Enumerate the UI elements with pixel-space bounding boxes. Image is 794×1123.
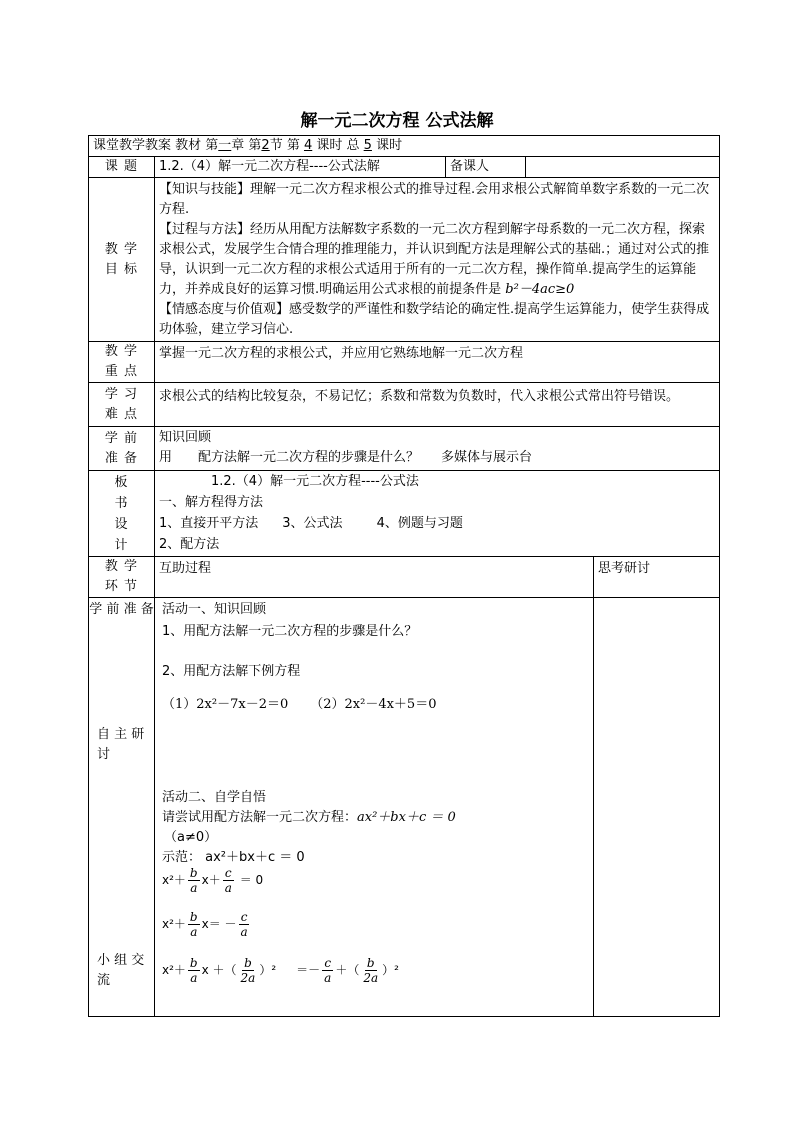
derivation-step-3: x²＋ $\frac{b}{a}$ x ＋（ $\frac{b}{2a}$ ）² ＝－ $\frac{c}{a}$ ＋（ $\frac{b}{2a}$ ）² xyxy=(162,956,399,985)
process-header-row xyxy=(89,557,720,598)
objective-knowledge: 【知识与技能】理解一元二次方程求根公式的推导过程.会用求根公式解简单数字系数的一元二次方程. xyxy=(159,182,710,217)
page-title: 解一元二次方程 公式法解 xyxy=(300,111,494,131)
derivation-step-1: x²＋ $\frac{b}{a}$ x＋ $\frac{c}{a}$ ＝ 0 xyxy=(162,866,264,895)
process-stage-label: 教 学 环 节 xyxy=(89,557,155,598)
objective-attitude: 【情感态度与价值观】感受数学的严谨性和数学结论的确定性.提高学生运算能力，使学生获得成功体验，建立学习信心. xyxy=(159,302,710,337)
preparation-content: 知识回顾 用 配方法解一元二次方程的步骤是什么？ 多媒体与展示台 xyxy=(155,427,720,471)
topic-label: 课 题 xyxy=(89,157,155,178)
question-one: 1、用配方法解一元二次方程的步骤是什么？ xyxy=(162,624,418,639)
board-label: 板 书 设 计 xyxy=(89,471,155,557)
difficulties-label: 学 习 难 点 xyxy=(89,383,155,427)
board-row xyxy=(89,471,720,557)
topic-value: 1.2.（4）解一元二次方程----公式法解 xyxy=(155,157,446,178)
objectives-label: 教 学 目 标 xyxy=(89,178,155,342)
key-points-text: 掌握一元二次方程的求根公式，并应用它熟练地解一元二次方程 xyxy=(155,342,720,383)
section-number: 2 xyxy=(261,138,270,153)
chapter-number: 一 xyxy=(218,138,232,153)
preparer-label: 备课人 xyxy=(446,157,526,178)
objectives-row xyxy=(89,178,720,342)
try-instruction: 请尝试用配方法解一元二次方程：ax²＋bx＋c ＝ 0 xyxy=(162,810,456,825)
process-stage-column: 学 前 准 备 自 主 研 讨 小 组 交 流 xyxy=(89,598,155,1017)
key-points-row xyxy=(89,342,720,383)
preparation-label: 学 前 准 备 xyxy=(89,427,155,471)
reflection-column xyxy=(594,598,720,1017)
derivation-step-2: x²＋ $\frac{b}{a}$ x＝ － $\frac{c}{a}$ xyxy=(162,910,248,939)
lesson-plan-table xyxy=(88,135,720,1017)
nonzero-condition: （a≠0） xyxy=(164,830,218,845)
difficulties-text: 求根公式的结构比较复杂，不易记忆；系数和常数为负数时，代入求根公式常出符号错误。 xyxy=(155,383,720,427)
reflection-column-header: 思考研讨 xyxy=(594,557,720,598)
lesson-header: 课堂教学教案 教材 第一章 第2节 第 4 课时 总 5 课时 xyxy=(89,136,720,157)
demo-equation: 示范： ax²＋bx＋c ＝ 0 xyxy=(162,850,305,865)
activity-two-title: 活动二、自学自悟 xyxy=(162,790,267,805)
header-row xyxy=(89,136,720,157)
key-points-label: 教 学 重 点 xyxy=(89,342,155,383)
difficulties-row xyxy=(89,383,720,427)
practice-equations: （1）2x²－7x－2＝0 （2）2x²－4x＋5＝0 xyxy=(162,697,437,712)
question-two: 2、用配方法解下例方程 xyxy=(162,664,301,679)
preparer-value xyxy=(526,157,720,178)
period-number: 4 xyxy=(303,138,313,153)
objectives-content xyxy=(155,178,720,342)
topic-row xyxy=(89,157,720,178)
process-body-row xyxy=(89,598,720,1017)
activity-one-title: 活动一、知识回顾 xyxy=(162,602,267,617)
board-content: 1.2.（4）解一元二次方程----公式法 一、解方程得方法 1、直接开平方法 3、公式法 4、例题与习题 2、配方法 xyxy=(155,471,720,557)
total-periods: 5 xyxy=(363,138,372,153)
process-column-header: 互助过程 xyxy=(155,557,594,598)
preparation-row xyxy=(89,427,720,471)
objective-process: 【过程与方法】经历从用配方法解数字系数的一元二次方程到解字母系数的一元二次方程，探索求根公式，发展学生合情合理的推理能力，并认识到配方法是理解公式的基础.；通过对公式的推导，认识到一元二次方程的求根公式适用于所有的一元二次方程，操作简单.提高学生的运算能力，并养成良好的运算习惯.明确运用公式求根的前提条件是 b²－4ac≥0 xyxy=(159,222,710,297)
condition-formula: b²－4ac≥0 xyxy=(505,282,575,297)
process-content xyxy=(155,598,594,1017)
